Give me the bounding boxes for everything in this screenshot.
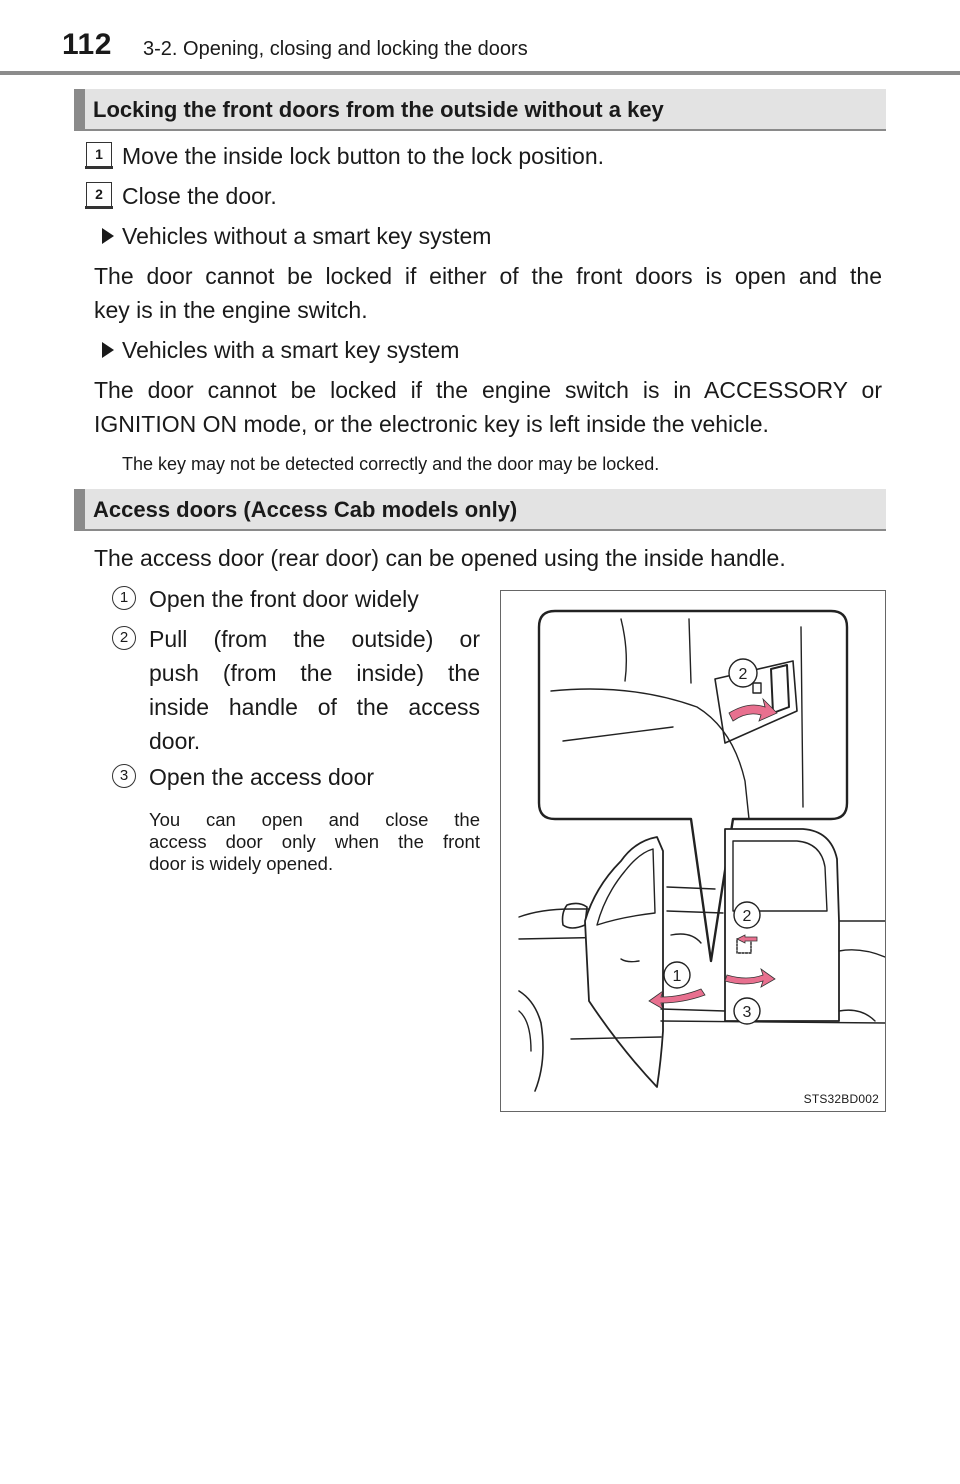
step-badge-2: 2	[86, 182, 112, 208]
page-header	[0, 0, 960, 76]
note-line: You can open and close the	[149, 809, 480, 830]
case-desc-line: The door cannot be locked if the engine switch is in ACCESSORY or	[94, 377, 882, 403]
section1-note: The key may not be detected correctly and the door may be locked.	[122, 454, 660, 474]
callout-label: 2	[738, 666, 748, 683]
section2-intro: The access door (rear door) can be opened using the inside handle.	[94, 545, 786, 571]
figure-code: STS32BD002	[803, 1092, 879, 1106]
access-step-line: push (from the inside) the	[149, 660, 480, 686]
step-circle-2: 2	[112, 626, 136, 650]
case-desc-line: The door cannot be locked if either of the front doors is open and the	[94, 263, 882, 289]
step-circle-3: 3	[112, 764, 136, 788]
access-door-illustration	[500, 590, 886, 1112]
section-heading-text: Locking the front doors from the outside without a key	[93, 97, 664, 122]
access-step-2	[149, 622, 480, 758]
access-step-line: inside handle of the access	[149, 694, 480, 720]
note-line: door is widely opened.	[149, 853, 334, 874]
bullet-arrow-icon	[102, 228, 114, 244]
step-text-1: Move the inside lock button to the lock position.	[122, 143, 605, 169]
section-heading-text: Access doors (Access Cab models only)	[93, 497, 518, 522]
bullet-arrow-icon	[102, 342, 114, 358]
page-number: 112	[62, 28, 112, 61]
case-desc-no-smart-key	[94, 259, 882, 327]
case-desc-line: IGNITION ON mode, or the electronic key is left inside the vehicle.	[94, 411, 769, 437]
access-step-line: Pull (from the outside) or	[149, 626, 480, 652]
note-line: access door only when the front	[149, 831, 480, 852]
header-rule	[0, 71, 960, 75]
access-step-3: Open the access door	[149, 764, 375, 790]
step-circle-1: 1	[112, 586, 136, 610]
case-desc-line: key is in the engine switch.	[94, 297, 368, 323]
step-badge-1: 1	[86, 142, 112, 168]
illustration-svg	[501, 591, 885, 1111]
callout-label: 2	[742, 908, 752, 925]
section-heading-locking	[74, 89, 886, 131]
callout-label: 3	[742, 1004, 752, 1021]
case-desc-smart-key	[94, 373, 882, 441]
section-heading-access-doors	[74, 489, 886, 531]
case-title-smart-key: Vehicles with a smart key system	[122, 337, 460, 363]
section-label: 3-2. Opening, closing and locking the doors	[143, 38, 528, 60]
section2-note	[149, 809, 480, 875]
case-title-no-smart-key: Vehicles without a smart key system	[122, 223, 492, 249]
access-step-1: Open the front door widely	[149, 586, 419, 612]
access-step-line: door.	[149, 728, 201, 754]
callout-label: 1	[672, 968, 682, 985]
step-text-2: Close the door.	[122, 183, 277, 209]
